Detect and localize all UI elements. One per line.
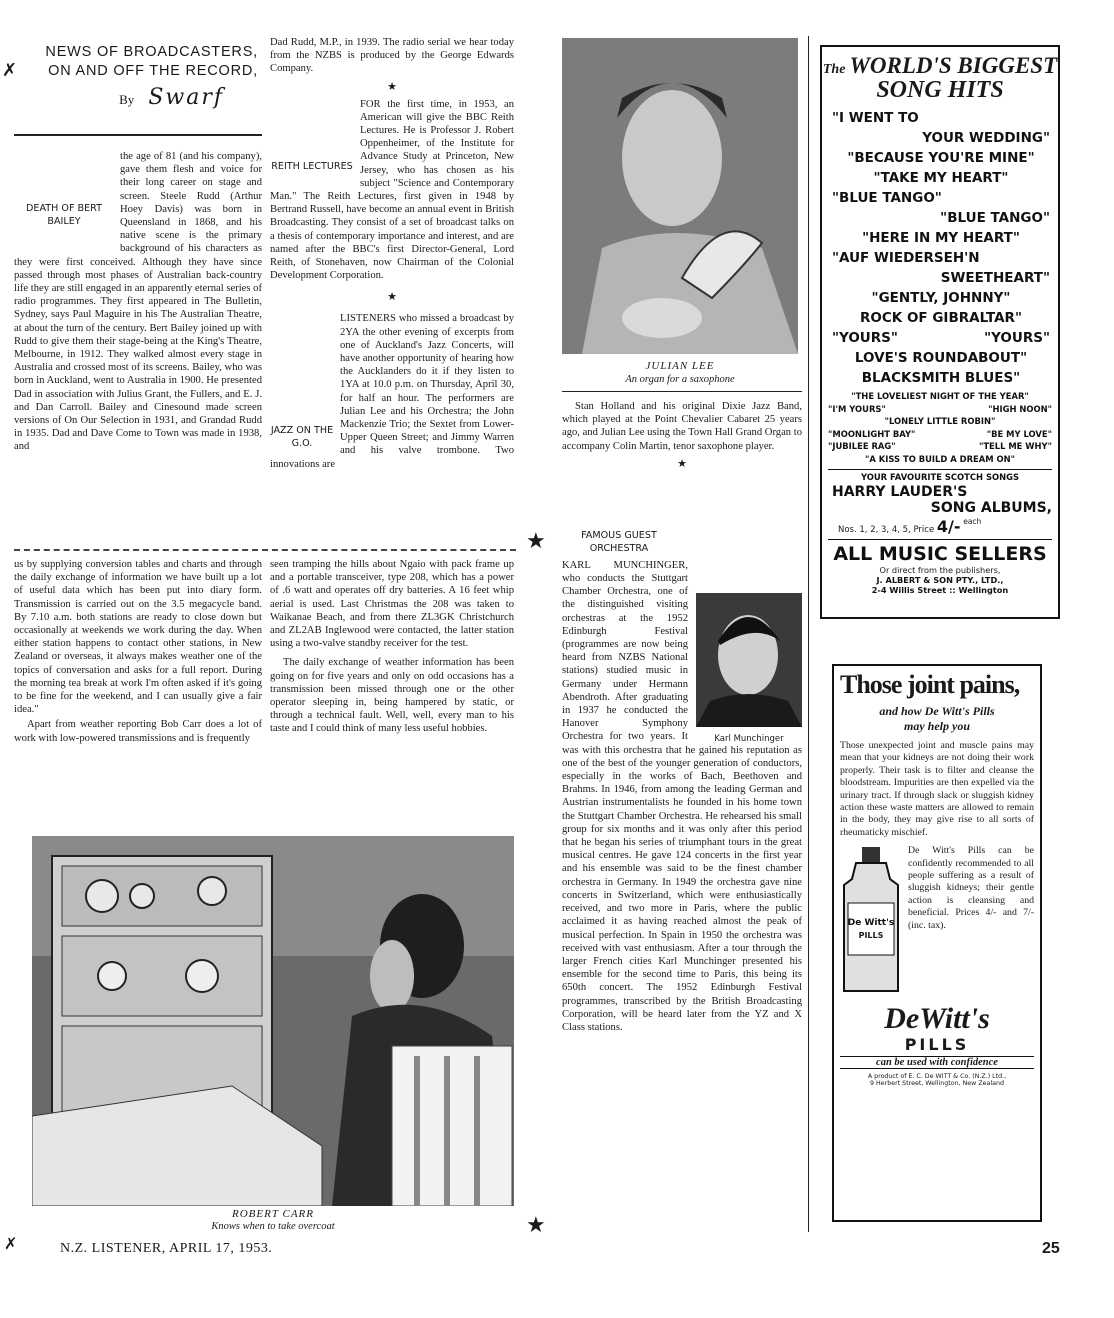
ad-title-the: The xyxy=(822,62,846,77)
minor-song-4b: "BE MY LOVE" xyxy=(986,428,1052,439)
pills-brand-pills: PILLS xyxy=(904,1035,970,1055)
karl-munchinger-photo xyxy=(696,593,802,745)
lower-left-text xyxy=(14,558,262,745)
header-rule xyxy=(14,134,262,136)
song-7: "GENTLY, JOHNNY" xyxy=(871,290,1011,306)
harry-lauder-line2: SONG ALBUMS, xyxy=(930,499,1052,516)
caption-rule xyxy=(562,391,802,392)
col1-text xyxy=(14,150,262,454)
dewitts-pills-ad xyxy=(832,664,1042,1222)
star-separator: ★ xyxy=(387,80,397,93)
col3-text xyxy=(562,400,802,1034)
song-6b: SWEETHEART" xyxy=(940,270,1050,286)
robert-carr-subcaption: Knows when to take overcoat xyxy=(211,1221,335,1232)
julian-lee-photo xyxy=(562,38,798,354)
reith-lectures-head: REITH LECTURES xyxy=(271,160,353,172)
minor-song-5b: "TELL ME WHY" xyxy=(978,441,1052,452)
minor-song-6: "A KISS TO BUILD A DREAM ON" xyxy=(865,453,1015,464)
article-reith-lectures: FOR the first time, in 1953, an American will give the BBC Reith Lectures. He is Professor J. Robert Oppenheimer, of the Institute for Advance Study at Princeton, New Jersey, who has chosen as his subject "Science and Contemporary Man." The Reith Lectures, first given in 1948 by Bertrand Russell, have become an annual event in British Broadcasting. They consist of a set of broadcast talks on a thesis of contemporary importance and interest, and are named after the BBC's first Director-General, Lord Reith, of Stonehaven, now Chairman of the Colonial Development Corporation. xyxy=(270,98,514,282)
star-separator: ★ xyxy=(677,457,687,470)
section-title-line2: ON AND OFF THE RECORD, xyxy=(48,63,258,79)
song-8: ROCK OF GIBRALTAR" xyxy=(860,310,1022,326)
pills-bottle xyxy=(840,845,902,995)
scotch-songs: YOUR FAVOURITE SCOTCH SONGS xyxy=(860,471,1020,482)
section-title-line1: NEWS OF BROADCASTERS, xyxy=(45,44,258,60)
lower-right-text xyxy=(270,558,514,736)
song-9b: "YOURS" xyxy=(984,330,1050,346)
minor-song-1: "THE LOVELIEST NIGHT OF THE YEAR" xyxy=(851,391,1029,401)
pills-confidence: can be used with confidence xyxy=(840,1056,1034,1069)
star-marker: ★ xyxy=(526,528,546,553)
article-bert-bailey: the age of 81 (and his company), gave them flesh and voice for their long career on stage and screen. Steele Rudd (Arthur Hoey Davis) was born in Queensland in 1868, and his native scene is the primary background of his characters as they were first conceived. Although they have since passed through most phases of Australian back-country life they are still engaged in an apparently eternal series of radio programmes. They first appeared in The Bulletin, Sydney, says Paul Maguire in his The Australian Theatre, at about the turn of the century. Bert Bailey joined up with Rudd to give them their stage-being at the King's Theatre, Melbourne, in 1912. They walked almost every stage in Australia and crossed most of its screens. Bailey, who was born in Auckland, went to Australia in 1900. He presented Dad in association with Julius Grant, the Fullers, and E. J. and Dan Carroll. Bailey and Cinesound made screen versions of On Our Selection in 1931, and Grandad Rudd in 1935. Dad and Dave Come to Town was made in 1938, and xyxy=(14,151,262,453)
minor-song-2a: "I'M YOURS" xyxy=(828,403,886,414)
song-5: "HERE IN MY HEART" xyxy=(862,230,1020,246)
pills-sub2: may help you xyxy=(904,719,970,733)
julian-lee-caption: JULIAN LEE xyxy=(645,360,715,372)
ad-title-sub: SONG HITS xyxy=(876,77,1004,103)
direct-from-publishers: Or direct from the publishers, xyxy=(879,564,1001,575)
robert-carr-photo xyxy=(32,836,514,1206)
all-music-sellers: ALL MUSIC SELLERS xyxy=(833,542,1047,565)
album-numbers: Nos. 1, 2, 3, 4, 5, Price xyxy=(838,524,935,535)
song-11: BLACKSMITH BLUES" xyxy=(861,370,1021,386)
pills-sub1: and how De Witt's Pills xyxy=(879,704,995,718)
pills-product2: 9 Herbert Street, Wellington, New Zealand xyxy=(870,1080,1004,1088)
minor-song-5a: "JUBILEE RAG" xyxy=(828,441,896,452)
minor-song-4a: "MOONLIGHT BAY" xyxy=(828,428,916,439)
robert-carr-caption: ROBERT CARR xyxy=(232,1208,314,1220)
song-1b: YOUR WEDDING" xyxy=(922,130,1050,146)
article-dad-rudd-cont: Dad Rudd, M.P., in 1939. The radio serial we hear today from the NZBS is produced by the George Edwards Company. xyxy=(270,37,514,75)
song-10: LOVE'S ROUNDABOUT" xyxy=(854,350,1028,366)
column-rule xyxy=(808,36,809,1232)
pills-body2: De Witt's Pills can be confidently recommended to all people suffering as a result of sluggish kidneys; their gentle action is cleansing and beneficial. Prices 4/- and 7/- (inc. tax). xyxy=(908,845,1034,931)
column-header xyxy=(18,44,258,134)
song-2: "BECAUSE YOU'RE MINE" xyxy=(847,150,1035,166)
article-weather-right: seen tramping the hills about Ngaio with pack frame up and a portable transceiver, type 208, which has a power of .6 watt and operates off dry batteries. A 16 feet whip aerial is used. Last Christmas the 208 was taken to Waikanae Beach, and from there ZL3GK Christchurch and ZL2AB Inglewood were contacted, the latter station using a two-valve standby receiver for the test. xyxy=(270,559,514,650)
publisher-address: 2-4 Willis Street :: Wellington xyxy=(871,584,1009,595)
minor-song-2b: "HIGH NOON" xyxy=(988,403,1052,414)
bottle-label: PILLS xyxy=(858,931,884,941)
minor-song-3: "LONELY LITTLE ROBIN" xyxy=(884,416,996,427)
star-marker: ★ xyxy=(526,1212,546,1237)
article-karl-munchinger: KARL MUNCHINGER, who conducts the Stuttgart Chamber Orchestra, one of the distinguished visiting orchestras at the 1952 Edinburgh Festival (programmes are now being heard from NZBS National stations) studied music in Germany under Hermann Abendroth. After graduating in 1937 he conducted the Hanover Symphony Orchestra for two years. It was with this orchestra that he gained his reputation as one of the best of the younger generation of conductors, especially in the works of Bach, Beethoven and Brahms. In 1946, from among the leading German and Austrian instrumentalists he founded in his home town the Stuttgart Chamber Orchestra. He rehearsed his small group for six months and it was only after this period that he began his series of triumphant tours in the great musical centres. He gave 124 concerts in the first year and his ensemble was said to be the finest chamber orchestra in Germany. In 1949 the orchestra gave nine concerts in Switzerland, which were enthusiastically received, and two more in Paris, where the public acclaimed it as having reached almost the peak of musical perfection. In Spain in 1950 the orchestra was received with vast enthusiasm. After a tour through the larger French cities Karl Munchinger presented his ensemble for the second time to Paris, this being its 650th concert. The 1952 Edinburgh Festival programmes, transcribed by the British Broadcasting Corporation, will be heard later from the YZ and X Class stations. xyxy=(562,559,802,1033)
byline-label: By xyxy=(119,92,135,107)
article-weather-right2: The daily exchange of weather information has been going on for five years and only on odd occasions has a transmission been missed through one or the other operator sleeping in, being hampered by static, or through a technical fault. Well, well, every man to his taste and I could think of many less useful hobbies. xyxy=(270,657,514,735)
section-divider xyxy=(14,549,516,551)
album-price: 4/- xyxy=(936,516,961,536)
pills-headline: Those joint pains, xyxy=(840,670,1020,699)
song-4a: "BLUE TANGO" xyxy=(832,190,942,206)
song-1a: "I WENT TO xyxy=(832,110,919,126)
publisher-name: J. ALBERT & SON PTY., LTD., xyxy=(876,574,1004,585)
jazz-on-the-go-head: JAZZ ON THE G.O. xyxy=(270,425,334,450)
signature: Swarf xyxy=(148,85,224,110)
pills-brand: DeWitt's xyxy=(884,1002,990,1036)
death-of-bert-bailey-head: DEATH OF BERT BAILEY xyxy=(26,203,102,227)
footer-publication: N.Z. LISTENER, APRIL 17, 1953. xyxy=(60,1241,273,1256)
page-number: 25 xyxy=(1042,1240,1060,1257)
pills-product: A product of E. C. De WITT & Co. (N.Z.) Ltd., xyxy=(867,1073,1007,1081)
song-4b: "BLUE TANGO" xyxy=(940,210,1050,226)
julian-lee-subcaption: An organ for a saxophone xyxy=(625,374,735,385)
song-hits-ad xyxy=(820,45,1060,619)
song-6a: "AUF WIEDERSEH'N xyxy=(832,250,980,266)
karl-munchinger-caption: Karl Munchinger xyxy=(714,734,784,745)
margin-mark: ✗ xyxy=(2,60,18,80)
album-each: each xyxy=(963,516,982,526)
song-9a: "YOURS" xyxy=(832,330,898,346)
svg-text:De Witt's: De Witt's xyxy=(847,918,895,929)
harry-lauder-line1: HARRY LAUDER'S xyxy=(832,483,968,500)
song-3: "TAKE MY HEART" xyxy=(873,170,1009,186)
star-separator: ★ xyxy=(387,291,397,304)
col2-text xyxy=(270,36,514,471)
famous-guest-orchestra-head: FAMOUS GUEST ORCHESTRA xyxy=(581,529,657,554)
margin-mark: ✗ xyxy=(4,1236,18,1253)
ad-title-main: WORLD'S BIGGEST xyxy=(849,53,1058,78)
article-jazz: LISTENERS who missed a broadcast by 2YA the other evening of excerpts from one of Auckland's Jazz Concerts, will have another opportunity of hearing how the Aucklanders do it if they listen to 1YA at 10.0 p.m. on Thursday, April 30, for half an hour. The performers are Julian Lee and his Orchestra; the John Mackenzie Trio; the Sextet from Lower-Upper Queen Street; and Jimmy Warren and his valve trombone. Two innovations are xyxy=(270,313,514,470)
article-weather-left: us by supplying conversion tables and charts and through the daily exchange of information we have built up a lot of useful data which has been put into diary form. Transmission is carried out on the 3.5 megacycle band. By 7.10 a.m. both stations are ready to close down but occasionally at weekends we work during the day. When either station happens to contact other stations, in New Zealand or overseas, it always makes weather one of the topics of conversation and asks for a full report. During the morning tea break at work I'm often asked if it's going to be fine for the weekend, and I can usually give a fair idea." xyxy=(14,559,262,716)
pills-body: Those unexpected joint and muscle pains may mean that your kidneys are not doing their work properly. Their task is to filter and cleanse the bloodstream. Impurities are then expelled via the urinary tract. If through slack or sluggish kidney action these waste matters are allowed to remain in the body, they may give rise to all sorts of rheumaticky mischief. xyxy=(840,740,1034,838)
article-stan-holland: Stan Holland and his original Dixie Jazz Band, which played at the Point Chevalier Cabaret 25 years ago, and Julian Lee using the Town Hall Grand Organ to accompany Colin Martin, tenor saxophone player. xyxy=(562,401,802,452)
article-weather-left2: Apart from weather reporting Bob Carr does a lot of work with low-powered transmissions and is frequently xyxy=(14,719,262,744)
